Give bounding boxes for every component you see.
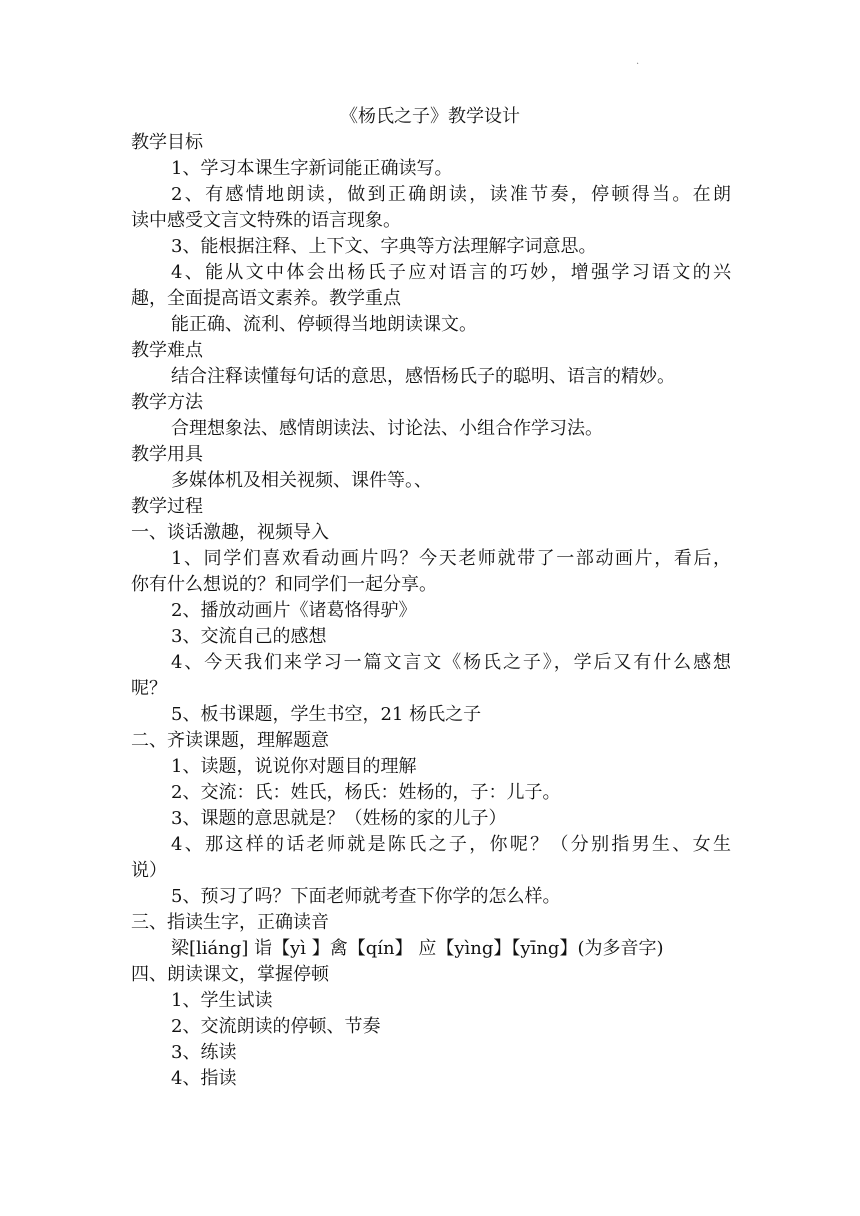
text-line: 3、练读 (171, 1042, 237, 1063)
text-line: 读中感受文言文特殊的语言现象。 (131, 210, 401, 231)
text-line: 一、谈话激趣，视频导入 (131, 522, 329, 543)
header-dot: . (636, 56, 640, 67)
text-line: 4、那这样的话老师就是陈氏之子，你呢？（分别指男生、女生 (171, 834, 731, 855)
text-line: 1、同学们喜欢看动画片吗？今天老师就带了一部动画片，看后， (171, 548, 731, 569)
text-line: 三、指读生字，正确读音 (131, 912, 329, 933)
text-line: 4、指读 (171, 1068, 237, 1089)
text-line: 多媒体机及相关视频、课件等。、 (171, 470, 432, 491)
text-line: 3、能根据注释、上下文、字典等方法理解字词意思。 (171, 236, 597, 257)
text-line: 1、学生试读 (171, 990, 273, 1011)
text-line: 梁[liáng] 诣【yì 】禽【qín】 应【yìng】【yīng】(为多音字) (171, 938, 664, 959)
text-line: 3、课题的意思就是？（姓杨的家的儿子） (171, 808, 507, 829)
text-line: 1、学习本课生字新词能正确读写。 (171, 158, 453, 179)
text-line: 3、交流自己的感想 (171, 626, 327, 647)
text-line: 教学过程 (131, 496, 203, 517)
text-line: 能正确、流利、停顿得当地朗读课文。 (171, 314, 477, 335)
text-line: 5、板书课题，学生书空，21 杨氏之子 (171, 704, 482, 725)
text-line: 5、预习了吗？下面老师就考查下你学的怎么样。 (171, 886, 561, 907)
text-line: 合理想象法、感情朗读法、讨论法、小组合作学习法。 (171, 418, 603, 439)
text-line: 教学用具 (131, 444, 203, 465)
text-line: 教学目标 (131, 132, 203, 153)
text-line: 你有什么想说的？和同学们一起分享。 (131, 574, 437, 595)
document-title: 《杨氏之子》教学设计 (340, 106, 520, 127)
text-line: 4、能从文中体会出杨氏子应对语言的巧妙，增强学习语文的兴 (171, 262, 731, 283)
text-line: 说） (131, 860, 167, 881)
text-line: 四、朗读课文，掌握停顿 (131, 964, 329, 985)
text-line: 4、今天我们来学习一篇文言文《杨氏之子》，学后又有什么感想 (171, 652, 731, 673)
text-line: 2、播放动画片《诸葛恪得驴》 (171, 600, 417, 621)
text-line: 2、有感情地朗读，做到正确朗读，读准节奏，停顿得当。在朗 (171, 184, 731, 205)
text-line: 呢？ (131, 678, 167, 699)
text-line: 2、交流：氏：姓氏，杨氏：姓杨的，子：儿子。 (171, 782, 561, 803)
text-line: 结合注释读懂每句话的意思，感悟杨氏子的聪明、语言的精妙。 (171, 366, 675, 387)
text-line: 二、齐读课题，理解题意 (131, 730, 329, 751)
text-line: 1、读题，说说你对题目的理解 (171, 756, 417, 777)
text-line: 趣，全面提高语文素养。教学重点 (131, 288, 401, 309)
text-line: 教学难点 (131, 340, 203, 361)
document-body (131, 130, 731, 1092)
text-line: 教学方法 (131, 392, 203, 413)
text-line: 2、交流朗读的停顿、节奏 (171, 1016, 381, 1037)
